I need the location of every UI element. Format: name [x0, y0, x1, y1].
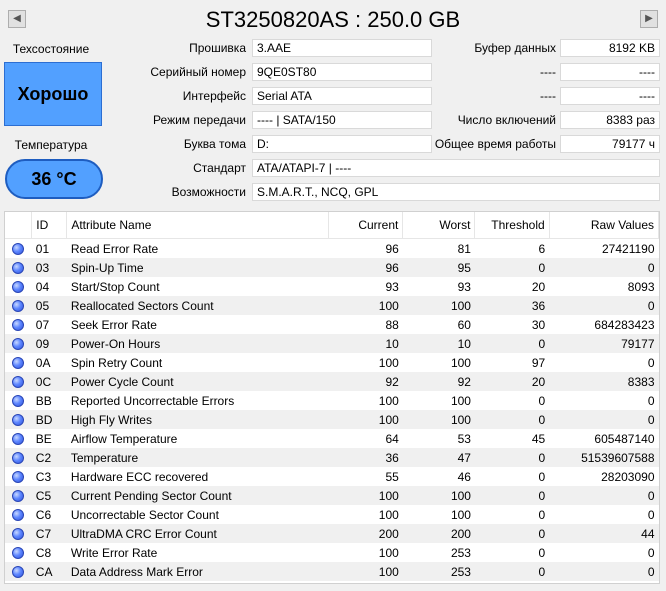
table-header: [5, 212, 659, 239]
table-row[interactable]: [5, 486, 659, 505]
attr-id: 03: [32, 258, 67, 277]
attr-worst: 200: [403, 524, 475, 543]
volume-field: D:: [252, 135, 432, 153]
attr-name: Read Error Rate: [70, 241, 159, 256]
raw-column-header[interactable]: Raw Values: [549, 212, 658, 239]
attr-id: 0A: [35, 355, 51, 370]
table-row[interactable]: [5, 334, 659, 353]
attr-raw: 27421190: [602, 241, 655, 256]
status-cell: [5, 258, 32, 277]
attr-worst: 100: [403, 410, 475, 429]
status-cell: [5, 334, 32, 353]
attr-threshold: 97: [531, 355, 546, 370]
features-field: S.M.A.R.T., NCQ, GPL: [252, 183, 660, 201]
status-good-icon: [12, 300, 24, 312]
attr-threshold: 0: [475, 524, 549, 543]
table-row[interactable]: [5, 239, 659, 259]
current-column-header[interactable]: Current: [329, 212, 403, 239]
attr-raw: 0: [647, 355, 655, 370]
attr-threshold: 0: [538, 393, 546, 408]
attr-current: 100: [329, 562, 403, 581]
attr-threshold: 0: [475, 562, 549, 581]
attr-current: 100: [329, 486, 403, 505]
attr-raw: 8383: [549, 372, 658, 391]
status-cell: [5, 562, 32, 581]
attr-id: C3: [35, 469, 52, 484]
attr-id: 04: [35, 279, 50, 294]
attr-current: 92: [329, 372, 403, 391]
attr-threshold: 36: [475, 296, 549, 315]
attr-worst: 10: [403, 334, 475, 353]
attr-raw: 0: [647, 507, 655, 522]
attr-current: 100: [378, 507, 399, 522]
status-good-icon: [12, 357, 24, 369]
firmware-label: Прошивка: [189, 41, 246, 55]
attr-worst: 100: [450, 355, 471, 370]
health-caption: Техсостояние: [12, 42, 90, 56]
smart-attributes-table[interactable]: [4, 211, 660, 584]
attr-threshold: 0: [475, 486, 549, 505]
worst-column-header[interactable]: Worst: [403, 212, 475, 239]
attr-worst: 100: [403, 296, 475, 315]
attr-raw: 0: [647, 393, 655, 408]
attr-current: 36: [329, 448, 403, 467]
status-cell: [5, 296, 32, 315]
table-row[interactable]: [5, 543, 659, 562]
table-row[interactable]: [5, 505, 659, 524]
attr-raw: 0: [549, 486, 658, 505]
attr-id: 09: [32, 334, 67, 353]
attr-worst: 47: [403, 448, 475, 467]
status-good-icon: [12, 414, 24, 426]
features-label: Возможности: [171, 185, 246, 199]
table-row[interactable]: [5, 391, 659, 410]
attr-raw: 79177: [549, 334, 658, 353]
attr-raw: 0: [647, 545, 655, 560]
attr-id: C2: [32, 448, 67, 467]
status-cell: [5, 277, 32, 296]
status-cell: [5, 486, 32, 505]
attr-worst: 60: [457, 317, 471, 332]
attr-current: 10: [329, 334, 403, 353]
attr-worst: 100: [403, 486, 475, 505]
attr-worst: 100: [450, 507, 471, 522]
status-good-icon: [12, 376, 24, 388]
attr-threshold: 0: [475, 334, 549, 353]
next-disk-button[interactable]: [640, 10, 658, 28]
status-cell: [5, 505, 32, 524]
attr-raw: 0: [549, 410, 658, 429]
attr-id: BD: [32, 410, 67, 429]
attr-id: BB: [35, 393, 52, 408]
table-row[interactable]: [5, 353, 659, 372]
attr-name: Data Address Mark Error: [67, 562, 329, 581]
attr-worst: 253: [403, 562, 475, 581]
id-column-header[interactable]: ID: [32, 212, 67, 239]
attr-id: C8: [35, 545, 52, 560]
attr-id: CA: [32, 562, 67, 581]
attr-raw: 51539607588: [549, 448, 658, 467]
table-row[interactable]: [5, 296, 659, 315]
attr-threshold: 0: [475, 258, 549, 277]
status-good-icon: [12, 243, 24, 255]
temperature-caption: Температура: [14, 138, 88, 152]
threshold-column-header[interactable]: Threshold: [475, 212, 549, 239]
triangle-right-icon: ▶: [645, 13, 653, 24]
status-cell: [5, 372, 32, 391]
table-row[interactable]: [5, 562, 659, 581]
interface-label: Интерфейс: [182, 89, 246, 103]
attr-name: Spin Retry Count: [70, 355, 163, 370]
attr-worst: 53: [457, 431, 471, 446]
status-good-icon: [12, 262, 24, 274]
status-cell: [5, 410, 32, 429]
attr-name: Airflow Temperature: [70, 431, 178, 446]
attr-raw: 8093: [627, 279, 655, 294]
attr-current: 96: [385, 241, 399, 256]
table-row[interactable]: [5, 524, 659, 543]
attr-current: 64: [385, 431, 399, 446]
status-good-icon: [12, 338, 24, 350]
status-cell: [5, 429, 32, 448]
attr-worst: 92: [403, 372, 475, 391]
attr-threshold: 0: [538, 545, 546, 560]
status-good-icon: [12, 319, 24, 331]
buffer-label: Буфер данных: [474, 41, 556, 55]
attr-current: 100: [329, 296, 403, 315]
attr-threshold: 6: [538, 241, 546, 256]
attr-worst: 253: [450, 545, 471, 560]
row2-field: ----: [560, 63, 660, 81]
status-good-icon: [12, 395, 24, 407]
table-row[interactable]: [5, 410, 659, 429]
status-cell: [5, 391, 32, 410]
attr-name: Uncorrectable Sector Count: [70, 507, 219, 522]
attr-name: Seek Error Rate: [70, 317, 157, 332]
interface-field: Serial ATA: [252, 87, 432, 105]
serial-label: Серийный номер: [150, 65, 246, 79]
attr-current: 88: [385, 317, 399, 332]
attr-raw: 605487140: [594, 431, 655, 446]
attr-current: 100: [378, 393, 399, 408]
attr-id: BE: [35, 431, 52, 446]
attr-threshold: 20: [531, 279, 546, 294]
attr-id: C7: [32, 524, 67, 543]
attr-threshold: 30: [531, 317, 546, 332]
status-good-icon: [12, 471, 24, 483]
attr-id: 05: [32, 296, 67, 315]
attr-id: C6: [35, 507, 52, 522]
attr-threshold: 20: [475, 372, 549, 391]
attr-worst: 81: [457, 241, 471, 256]
status-cell: [5, 353, 32, 372]
attr-name: Spin-Up Time: [67, 258, 329, 277]
attr-threshold: 0: [475, 410, 549, 429]
attr-raw: 0: [549, 562, 658, 581]
volume-label: Буква тома: [183, 137, 246, 151]
status-cell: [5, 543, 32, 562]
attr-id: 0C: [32, 372, 67, 391]
power-count-field: 8383 раз: [560, 111, 660, 129]
row2-label: ----: [540, 65, 556, 79]
attr-raw: 44: [549, 524, 658, 543]
attr-id: 01: [35, 241, 50, 256]
status-good-icon: [12, 433, 24, 445]
attr-current: 200: [329, 524, 403, 543]
table-row[interactable]: [5, 258, 659, 277]
attr-raw: 0: [549, 258, 658, 277]
standard-label: Стандарт: [193, 161, 246, 175]
attr-raw: 28203090: [601, 469, 655, 484]
power-hours-label: Общее время работы: [434, 137, 556, 151]
status-good-icon: [12, 566, 24, 578]
status-cell: [5, 467, 32, 486]
table-row[interactable]: [5, 429, 659, 448]
attr-current: 55: [385, 469, 399, 484]
status-cell: [5, 448, 32, 467]
health-status-button[interactable]: Хорошо: [4, 62, 102, 126]
attr-raw: 684283423: [594, 317, 655, 332]
attr-worst: 100: [450, 393, 471, 408]
serial-field: 9QE0ST80: [252, 63, 432, 81]
power-count-label: Число включений: [457, 113, 556, 127]
attr-threshold: 0: [538, 507, 546, 522]
attr-threshold: 45: [531, 431, 546, 446]
status-cell: [5, 239, 32, 259]
transfer-mode-label: Режим передачи: [153, 113, 246, 127]
attr-current: 100: [329, 410, 403, 429]
attr-id: 07: [35, 317, 50, 332]
table-row[interactable]: [5, 372, 659, 391]
attr-threshold: 0: [538, 469, 546, 484]
status-good-icon: [12, 490, 24, 502]
attr-current: 96: [329, 258, 403, 277]
temperature-button[interactable]: 36 °C: [5, 159, 103, 199]
status-good-icon: [12, 528, 24, 540]
status-good-icon: [12, 547, 24, 559]
attr-worst: 46: [457, 469, 471, 484]
buffer-field: 8192 KB: [560, 39, 660, 57]
status-good-icon: [12, 452, 24, 464]
attr-name: UltraDMA CRC Error Count: [67, 524, 329, 543]
transfer-mode-field: ---- | SATA/150: [252, 111, 432, 129]
triangle-left-icon: ◀: [13, 13, 21, 24]
attr-current: 93: [385, 279, 399, 294]
status-good-icon: [12, 281, 24, 293]
table-row[interactable]: [5, 315, 659, 334]
attr-current: 100: [378, 545, 399, 560]
attr-name: Reallocated Sectors Count: [67, 296, 329, 315]
row3-field: ----: [560, 87, 660, 105]
table-row[interactable]: [5, 448, 659, 467]
attr-name: Temperature: [67, 448, 329, 467]
table-row[interactable]: [5, 467, 659, 486]
disk-title: ST3250820AS : 250.0 GB: [205, 7, 461, 32]
status-cell: [5, 315, 32, 334]
attr-name: Reported Uncorrectable Errors: [70, 393, 235, 408]
attr-name: Start/Stop Count: [70, 279, 160, 294]
attr-name: Write Error Rate: [70, 545, 158, 560]
status-column-header[interactable]: [5, 212, 32, 239]
attr-name: Power-On Hours: [67, 334, 329, 353]
power-hours-field: 79177 ч: [560, 135, 660, 153]
firmware-field: 3.AAE: [252, 39, 432, 57]
attr-worst: 95: [403, 258, 475, 277]
row3-label: ----: [540, 89, 556, 103]
attr-name: High Fly Writes: [67, 410, 329, 429]
attr-id: C5: [32, 486, 67, 505]
status-good-icon: [12, 509, 24, 521]
attr-name: Power Cycle Count: [67, 372, 329, 391]
name-column-header[interactable]: Attribute Name: [67, 212, 329, 239]
attr-raw: 0: [549, 296, 658, 315]
attr-name: Hardware ECC recovered: [70, 469, 209, 484]
attr-name: Current Pending Sector Count: [67, 486, 329, 505]
attr-threshold: 0: [475, 448, 549, 467]
status-cell: [5, 524, 32, 543]
attr-worst: 93: [457, 279, 471, 294]
table-row[interactable]: [5, 277, 659, 296]
attr-current: 100: [378, 355, 399, 370]
standard-field: ATA/ATAPI-7 | ----: [252, 159, 660, 177]
